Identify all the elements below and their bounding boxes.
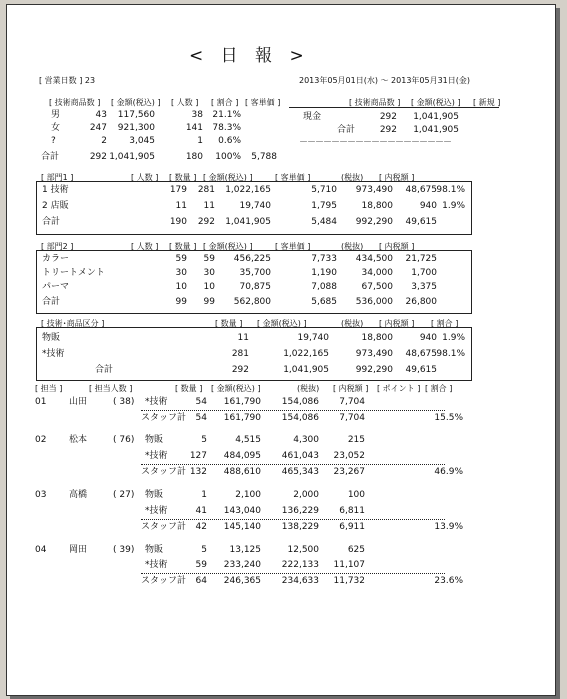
payment-label: 現金 <box>303 112 322 122</box>
payment-count: 292 <box>379 125 397 135</box>
dept1-row: 2 店販 11 11 19,740 1,795 18,800 940 1.9% <box>42 201 465 211</box>
staff-line: *技術 41 143,040 136,229 6,811 <box>145 506 365 516</box>
gender-people: 180 <box>185 152 203 162</box>
gender-ratio: 0.6% <box>218 136 241 146</box>
cat-header-amount: [ 金額(税込) ] <box>257 319 307 328</box>
cat-header-ratio: [ 割合 ] <box>431 319 459 328</box>
col-header-unit-price: [ 客単価 ] <box>245 98 281 107</box>
gender-count: 43 <box>95 110 107 120</box>
dept2-row: パーマ 10 10 70,875 7,088 67,500 3,375 <box>42 282 437 292</box>
dept2-row: トリートメント 30 30 35,700 1,190 34,000 1,700 <box>42 268 437 278</box>
cat-header-qty: [ 数量 ] <box>215 319 243 328</box>
col-header-tech-count: [ 技術商品数 ] <box>49 98 101 107</box>
cat-header-label: [ 技術･商品区分 ] <box>41 319 105 328</box>
gender-amount: 921,300 <box>117 123 155 133</box>
gender-ratio: 100% <box>215 152 241 162</box>
report-period: 2013年05月01日(水) ～ 2013年05月31日(金) <box>299 76 471 85</box>
gender-label: 男 <box>51 110 61 120</box>
pay-header-amount: [ 金額(税込) ] <box>411 98 461 107</box>
category-row: 物販 11 19,740 18,800 940 1.9% <box>42 333 465 343</box>
gender-people: 141 <box>185 123 203 133</box>
staff-header-amount: [ 金額(税込) ] <box>211 384 261 393</box>
dept1-row: 1 技術 179 281 1,022,165 5,710 973,490 48,675 98.1% <box>42 185 465 195</box>
dept1-row-total: 合計 190 292 1,041,905 5,484 992,290 49,615 <box>42 217 437 227</box>
dept1-header-people: [ 人数 ] <box>131 173 159 182</box>
staff-line: *技術 59 233,240 222,133 11,107 <box>145 560 365 570</box>
staff-header-qty: [ 数量 ] <box>175 384 203 393</box>
category-table <box>36 327 472 381</box>
gender-amount: 117,560 <box>117 110 155 120</box>
dept1-table <box>36 181 472 235</box>
gender-count: 247 <box>89 123 107 133</box>
payment-count: 292 <box>379 112 397 122</box>
payment-label: 合計 <box>337 125 356 135</box>
payment-amount: 1,041,905 <box>413 112 459 122</box>
gender-people: 38 <box>191 110 203 120</box>
gender-people: 1 <box>197 136 203 146</box>
staff-total: スタッフ計 54 161,790 154,086 7,704 15.5% <box>141 413 463 423</box>
gender-count: 2 <box>101 136 107 146</box>
dept2-header-label: [ 部門2 ] <box>41 242 74 251</box>
gender-amount: 3,045 <box>129 136 155 146</box>
gender-ratio: 21.1% <box>212 110 241 120</box>
dept1-header-unit: [ 客単価 ] <box>275 173 311 182</box>
dept2-header-net: (税抜) <box>341 242 364 251</box>
staff-header-name: [ 担当 ] <box>35 384 63 393</box>
payment-row-cash <box>7 111 555 123</box>
report-title: < 日 報 > <box>189 46 310 66</box>
dept2-header-tax: [ 内税額 ] <box>379 242 415 251</box>
staff-total: スタッフ計 132 488,610 465,343 23,267 46.9% <box>141 467 463 477</box>
staff-line: *技術 127 484,095 461,043 23,052 <box>145 451 365 461</box>
dept1-header-qty: [ 数量 ] <box>169 173 197 182</box>
dept1-header-tax: [ 内税額 ] <box>379 173 415 182</box>
dept2-header-unit: [ 客単価 ] <box>275 242 311 251</box>
report-page <box>6 4 556 696</box>
dept2-row: カラー 59 59 456,225 7,733 434,500 21,725 <box>42 254 437 264</box>
payment-row-total <box>7 124 555 136</box>
staff-header-net: (税抜) <box>297 384 320 393</box>
gender-label: ? <box>51 136 56 146</box>
col-header-amount: [ 金額(税込) ] <box>111 98 161 107</box>
gender-unit-price: 5,788 <box>251 152 277 162</box>
pay-header-tech-count: [ 技術商品数 ] <box>349 98 401 107</box>
cat-header-net: (税抜) <box>341 319 364 328</box>
dept2-header-people: [ 人数 ] <box>131 242 159 251</box>
business-days: [ 営業日数 ] 23 <box>39 76 96 85</box>
dept1-header-amount: [ 金額(税込) ] <box>203 173 253 182</box>
gender-count: 292 <box>89 152 107 162</box>
dept1-header-net: (税抜) <box>341 173 364 182</box>
dept2-row-total: 合計 99 99 562,800 5,685 536,000 26,800 <box>42 297 437 307</box>
payment-dash-line: －－－－－－－－－－－－－－－－－－－ <box>299 138 452 148</box>
staff-header-count: [ 担当人数 ] <box>89 384 133 393</box>
gender-ratio: 78.3% <box>212 123 241 133</box>
dept1-header-label: [ 部門1 ] <box>41 173 74 182</box>
dept2-header-qty: [ 数量 ] <box>169 242 197 251</box>
col-header-ratio: [ 割合 ] <box>211 98 239 107</box>
staff-total: スタッフ計 42 145,140 138,229 6,911 13.9% <box>141 522 463 532</box>
gender-row-total <box>7 151 555 163</box>
dept2-table <box>36 250 472 314</box>
pay-header-new: [ 新規 ] <box>473 98 501 107</box>
payment-amount: 1,041,905 <box>413 125 459 135</box>
gender-amount: 1,041,905 <box>109 152 155 162</box>
staff-line: 03 高橋 ( 27) 物販 1 2,100 2,000 100 <box>35 490 365 500</box>
staff-line: 02 松本 ( 76) 物販 5 4,515 4,300 215 <box>35 435 365 445</box>
gender-row-unknown <box>7 135 555 147</box>
gender-label: 合計 <box>41 152 60 162</box>
cat-header-tax: [ 内税額 ] <box>379 319 415 328</box>
col-header-people: [ 人数 ] <box>171 98 199 107</box>
dept2-header-amount: [ 金額(税込) ] <box>203 242 253 251</box>
staff-line: 04 岡田 ( 39) 物販 5 13,125 12,500 625 <box>35 545 365 555</box>
staff-header-ratio: [ 割合 ] <box>425 384 453 393</box>
staff-header-points: [ ポイント ] <box>377 384 421 393</box>
staff-header-tax: [ 内税額 ] <box>333 384 369 393</box>
staff-line: 01 山田 ( 38) *技術 54 161,790 154,086 7,704 <box>35 397 365 407</box>
staff-total: スタッフ計 64 246,365 234,633 11,732 23.6% <box>141 576 463 586</box>
category-row-total: 合計 292 1,041,905 992,290 49,615 <box>95 365 437 375</box>
category-row: *技術 281 1,022,165 973,490 48,675 98.1% <box>42 349 465 359</box>
gender-label: 女 <box>51 123 61 133</box>
